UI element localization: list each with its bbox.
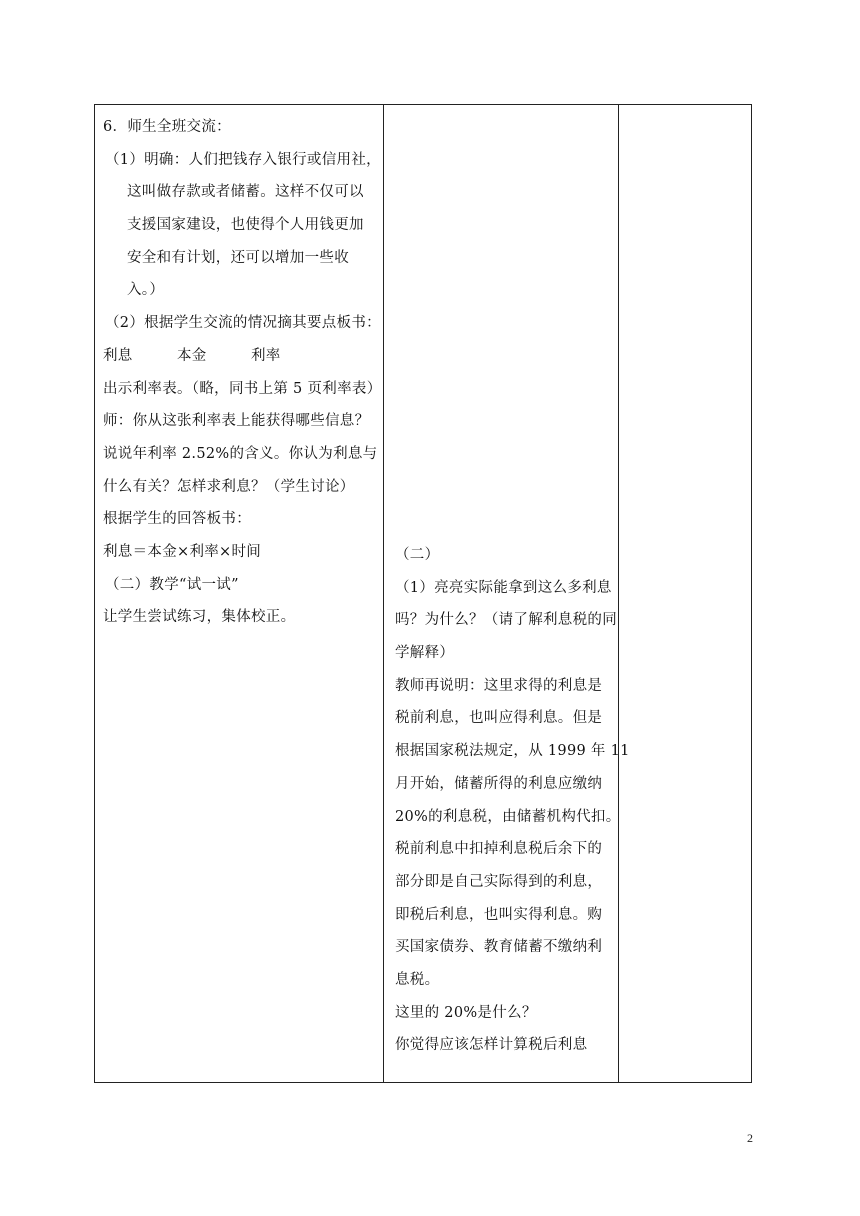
text-line: 师：你从这张利率表上能获得哪些信息？ xyxy=(103,413,370,430)
text-line: 即税后利息，也叫实得利息。购 xyxy=(395,906,603,923)
text-line: （二） xyxy=(395,547,440,563)
text-line: 说说年利率 2.52%的含义。你认为利息与 xyxy=(103,445,378,462)
text-line: 根据学生的回答板书： xyxy=(103,511,251,528)
text-line: 你觉得应该怎样计算税后利息 xyxy=(395,1037,588,1054)
text-line: 学解释） xyxy=(395,645,455,662)
text-line: 利息 本金 利率 xyxy=(103,347,281,364)
text-line: 支援国家建设，也使得个人用钱更加 xyxy=(127,217,364,234)
text-line: 教师再说明：这里求得的利息是 xyxy=(395,677,603,694)
text-line: 税前利息中扣掉利息税后余下的 xyxy=(395,841,603,858)
column-divider-1 xyxy=(383,105,384,1082)
page-number: 2 xyxy=(747,1131,753,1145)
text-line: 什么有关？怎样求利息？（学生讨论） xyxy=(103,478,355,495)
text-line: 根据国家税法规定，从 1999 年 11 xyxy=(395,743,630,760)
text-line: 税前利息，也叫应得利息。但是 xyxy=(395,710,603,727)
text-line: 部分即是自己实际得到的利息， xyxy=(395,873,603,890)
text-line: 买国家债券、教育储蓄不缴纳利 xyxy=(395,939,603,956)
text-line: 这叫做存款或者储蓄。这样不仅可以 xyxy=(127,184,364,201)
student-activity-column xyxy=(395,539,630,1062)
text-line: 这里的 20%是什么？ xyxy=(395,1004,537,1021)
text-line: 安全和有计划，还可以增加一些收 xyxy=(127,249,349,266)
text-line: 出示利率表。（略，同书上第 5 页利率表） xyxy=(103,380,382,397)
text-line: 吗？为什么？（请了解利息税的同 xyxy=(395,612,617,629)
text-line: （2）根据学生交流的情况摘其要点板书： xyxy=(105,315,381,332)
text-line: （二）教学“试一试” xyxy=(105,576,239,593)
text-line: （1）亮亮实际能拿到这么多利息 xyxy=(395,579,612,596)
text-line: 让学生尝试练习，集体校正。 xyxy=(103,609,296,626)
text-line: 利息＝本金×利率×时间 xyxy=(103,543,262,560)
text-line: 20%的利息税，由储蓄机构代扣。 xyxy=(395,808,621,825)
text-line: 息税。 xyxy=(395,971,440,988)
teaching-process-column xyxy=(103,111,383,634)
text-line: （1）明确：人们把钱存入银行或信用社， xyxy=(105,151,381,168)
lesson-table xyxy=(94,104,752,1083)
notes-column xyxy=(619,105,751,1082)
text-line: 入。） xyxy=(127,282,165,299)
text-line: 月开始，储蓄所得的利息应缴纳 xyxy=(395,775,603,792)
text-line: 6．师生全班交流： xyxy=(103,119,231,135)
